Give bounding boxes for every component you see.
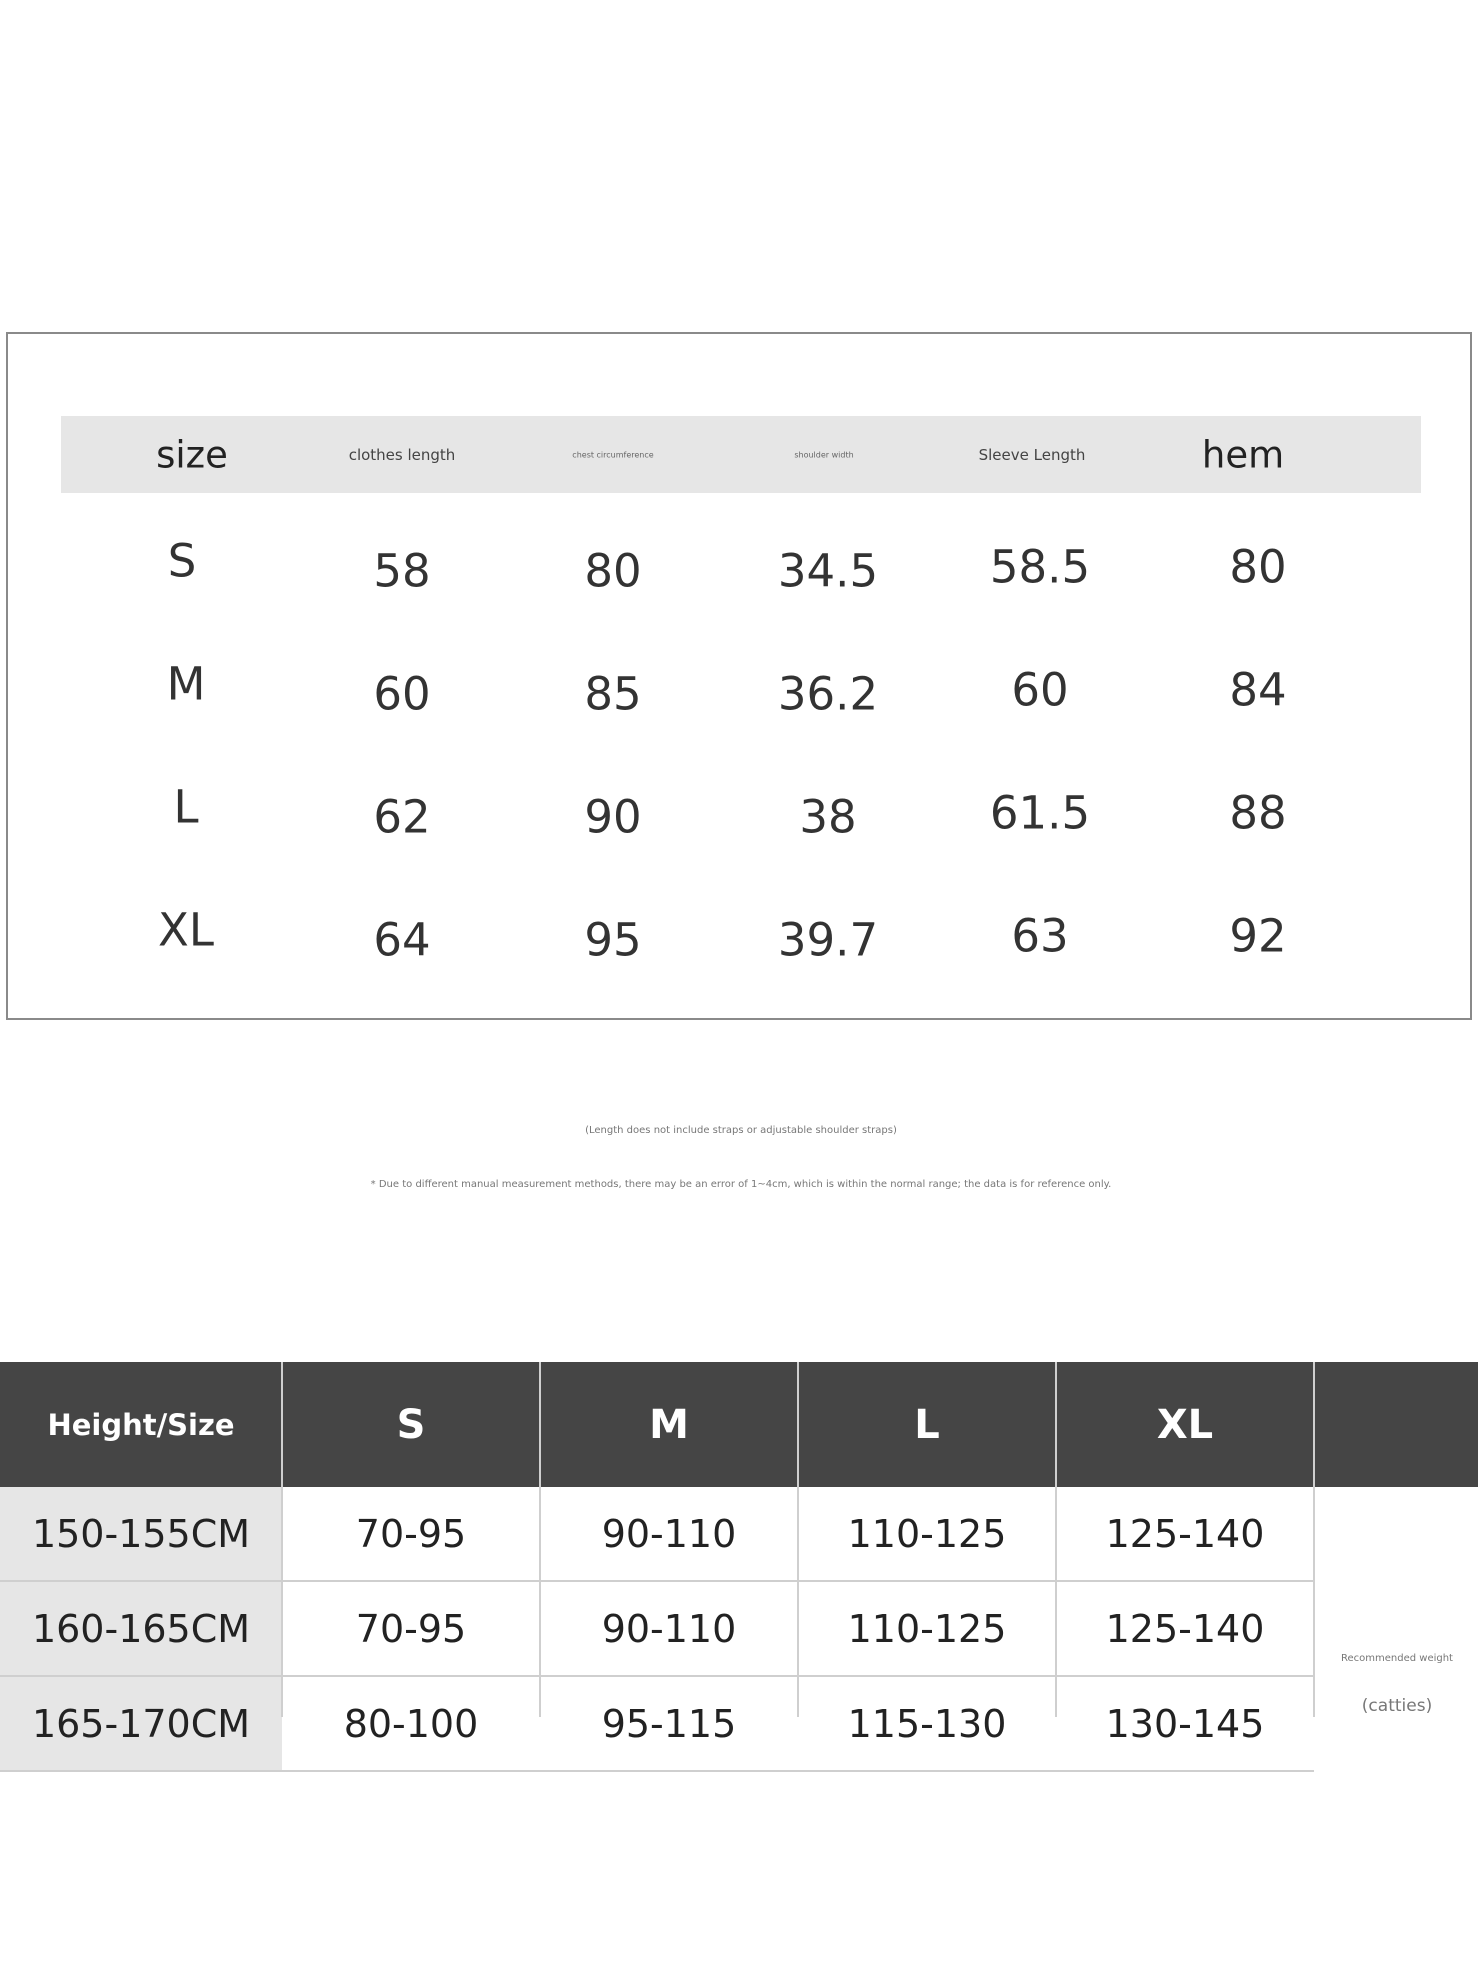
weight-cell: 125-140 [1056, 1582, 1314, 1677]
header-size: size [156, 433, 228, 477]
table-cell: 85 [584, 667, 642, 721]
header-clothes-length: clothes length [348, 446, 456, 464]
table-cell: 62 [373, 790, 431, 844]
table-cell: 58.5 [989, 540, 1091, 594]
header-shoulder-width: shoulder width [794, 450, 854, 460]
table-cell: 64 [373, 913, 431, 967]
size-chart [6, 332, 1472, 1020]
weight-cell: 110-125 [798, 1582, 1056, 1677]
weight-cell: 80-100 [282, 1677, 540, 1772]
table-cell: 61.5 [989, 786, 1091, 840]
table-cell: 39.7 [777, 913, 879, 967]
weight-cell: 90-110 [540, 1487, 798, 1582]
recommended-weight-label: Recommended weight [1341, 1653, 1453, 1664]
table-cell: 88 [1229, 786, 1287, 840]
note-length: (Length does not include straps or adjustable shoulder straps) [585, 1125, 897, 1136]
column-divider [1313, 1362, 1315, 1717]
weight-cell: 115-130 [798, 1677, 1056, 1772]
height-column [0, 1362, 282, 1746]
size-column-l [798, 1362, 1056, 1746]
header-hem: hem [1201, 433, 1285, 477]
height-cell: 150-155CM [0, 1487, 282, 1582]
height-cell: 165-170CM [0, 1677, 282, 1772]
table-cell: 34.5 [777, 544, 879, 598]
table-cell: 60 [1011, 663, 1069, 717]
table-cell: 63 [1011, 909, 1069, 963]
weight-cell: 95-115 [540, 1677, 798, 1772]
table-cell: 58 [373, 544, 431, 598]
size-column-s [282, 1362, 540, 1746]
column-divider [539, 1362, 541, 1717]
height-cell: 160-165CM [0, 1582, 282, 1677]
column-divider [1055, 1362, 1057, 1717]
row-size-label: XL [158, 903, 214, 957]
row-size-label: S [167, 534, 197, 588]
size-header-xl: XL [1056, 1362, 1314, 1487]
table-cell: 38 [799, 790, 857, 844]
size-header-l: L [798, 1362, 1056, 1487]
size-header-s: S [282, 1362, 540, 1487]
weight-cell: 90-110 [540, 1582, 798, 1677]
header-chest-circumference: chest circumference [572, 450, 654, 460]
size-column-m [540, 1362, 798, 1746]
size-column-xl [1056, 1362, 1314, 1746]
recommended-weight-unit: (catties) [1361, 1696, 1433, 1716]
table-cell: 95 [584, 913, 642, 967]
table-cell: 90 [584, 790, 642, 844]
empty-header [1314, 1362, 1478, 1487]
weight-cell: 125-140 [1056, 1487, 1314, 1582]
header-sleeve-length: Sleeve Length [978, 446, 1086, 464]
column-divider [797, 1362, 799, 1717]
row-size-label: L [173, 780, 199, 834]
table-cell: 80 [584, 544, 642, 598]
weight-cell: 130-145 [1056, 1677, 1314, 1772]
table-cell: 92 [1229, 909, 1287, 963]
table-cell: 36.2 [777, 667, 879, 721]
weight-cell: 110-125 [798, 1487, 1056, 1582]
weight-chart [0, 1362, 1478, 1746]
size-header-m: M [540, 1362, 798, 1487]
weight-cell: 70-95 [282, 1487, 540, 1582]
note-measurement-error: * Due to different manual measurement methods, there may be an error of 1~4cm, which is within the normal range; the data is for reference only. [370, 1179, 1112, 1190]
corner-header: Height/Size [0, 1362, 282, 1487]
row-size-label: M [166, 657, 206, 711]
table-cell: 60 [373, 667, 431, 721]
weight-cell: 70-95 [282, 1582, 540, 1677]
table-cell: 80 [1229, 540, 1287, 594]
table-cell: 84 [1229, 663, 1287, 717]
column-divider [281, 1362, 283, 1717]
